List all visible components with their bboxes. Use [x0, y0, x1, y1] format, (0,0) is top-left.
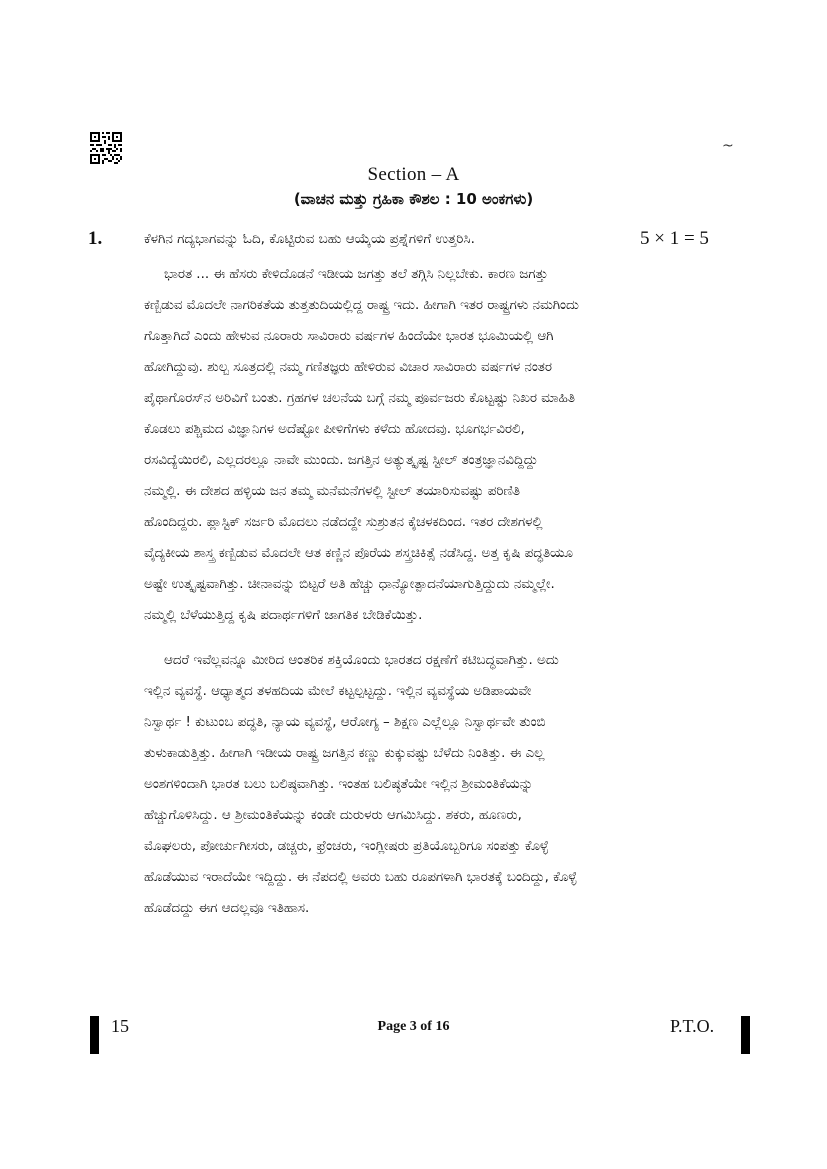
- passage-line: ಹೊಡೆಯುವ ಇರಾದೆಯೇ ಇದ್ದಿದ್ದು. ಈ ನೆಪದಲ್ಲಿ ಅವರು ಬಹು ರೂಪಗಳಾಗಿ ಭಾರತಕ್ಕೆ ಬಂದಿದ್ದು, ಕೊಳ್ಳೆ: [144, 870, 577, 885]
- passage-line: ಹೋಗಿದ್ದುವು. ಶುಲ್ಬ ಸೂತ್ರದಲ್ಲಿ ನಮ್ಮ ಗಣಿತಜ್ಞರು ಹೇಳಿರುವ ವಿಚಾರ ಸಾವಿರಾರು ವರ್ಷಗಳ ನಂತರ: [144, 360, 552, 375]
- passage-line: ನಮ್ಮಲ್ಲಿ. ಈ ದೇಶದ ಹಳ್ಳಿಯ ಜನ ತಮ್ಮ ಮನೆಮನೆಗಳಲ್ಲಿ ಸ್ಟೀಲ್ ತಯಾರಿಸುವಷ್ಟು ಪರಿಣಿತಿ: [144, 484, 520, 499]
- paper-code: 15: [111, 1016, 129, 1036]
- passage-line: ನಿಸ್ವಾರ್ಥ ! ಕುಟುಂಬ ಪದ್ಧತಿ, ನ್ಯಾಯ ವ್ಯವಸ್ಥೆ, ಆರೋಗ್ಯ – ಶಿಕ್ಷಣ ಎಲ್ಲೆಲ್ಲೂ ನಿಸ್ವಾರ್ಥವೇ ತುಂಬಿ: [144, 715, 546, 730]
- section-title: Section – A: [367, 164, 460, 185]
- paragraph-gap: [144, 631, 712, 645]
- question-number: 1.: [88, 228, 103, 249]
- passage-line: ಇಲ್ಲಿನ ವ್ಯವಸ್ಥೆ. ಆಧ್ಯಾತ್ಮದ ತಳಹದಿಯ ಮೇಲೆ ಕಟ್ಟಲ್ಪಟ್ಟದ್ದು. ಇಲ್ಲಿನ ವ್ಯವಸ್ಥೆಯ ಅಡಿಪಾಯವೇ: [144, 684, 532, 699]
- question-instruction: ಕೆಳಗಿನ ಗದ್ಯಭಾಗವನ್ನು ಓದಿ, ಕೊಟ್ಟಿರುವ ಬಹು ಆಯ್ಕೆಯ ಪ್ರಶ್ನೆಗಳಿಗೆ ಉತ್ತರಿಸಿ.: [144, 231, 475, 247]
- passage-line: ಕೊಡಲು ಪಶ್ಚಿಮದ ವಿಜ್ಞಾನಿಗಳ ಅದೆಷ್ಟೋ ಪೀಳಿಗೆಗಳು ಕಳೆದು ಹೋದವು. ಭೂಗರ್ಭವಿರಲಿ,: [144, 422, 525, 437]
- passage-line: ಹೊಡೆದದ್ದು ಈಗ ಆದಲ್ಲವೂ ಇತಿಹಾಸ.: [144, 901, 310, 916]
- page-number: Page 3 of 16: [377, 1019, 450, 1034]
- passage-line: ಹೆಚ್ಚುಗೊಳಿಸಿದ್ದು. ಆ ಶ್ರೀಮಂತಿಕೆಯನ್ನು ಕಂಡೇ ದುರುಳರು ಆಗಮಿಸಿದ್ದು. ಶಕರು, ಹೂಣರು,: [144, 808, 522, 823]
- passage-line: ಹೊಂದಿದ್ದರು. ಪ್ಲಾಸ್ಟಿಕ್ ಸರ್ಜರಿ ಮೊದಲು ನಡೆದದ್ದೇ ಸುಶ್ರುತನ ಕೈಚಳಕದಿಂದ. ಇತರ ದೇಶಗಳಲ್ಲಿ: [144, 515, 543, 530]
- passage-line: ಅಂಶಗಳಿಂದಾಗಿ ಭಾರತ ಬಲು ಬಲಿಷ್ಠವಾಗಿತ್ತು. ಇಂತಹ ಬಲಿಷ್ಠತೆಯೇ ಇಲ್ಲಿನ ಶ್ರೀಮಂತಿಕೆಯನ್ನು: [144, 777, 534, 792]
- qr-code-icon: [90, 132, 122, 164]
- section-subtitle: (ವಾಚನ ಮತ್ತು ಗ್ರಹಿಕಾ ಕೌಶಲ : 10 ಅಂಕಗಳು): [293, 190, 534, 208]
- passage-line: ರಸವಿದ್ಯೆಯಿರಲಿ, ಎಲ್ಲದರಲ್ಲೂ ನಾವೇ ಮುಂದು. ಜಗತ್ತಿನ ಅತ್ಯುತ್ಕೃಷ್ಟ ಸ್ಟೀಲ್ ತಂತ್ರಜ್ಞಾನವಿದ್ದಿದ್ದು: [144, 453, 538, 468]
- passage-line: ನಮ್ಮಲ್ಲಿ ಬೆಳೆಯುತ್ತಿದ್ದ ಕೃಷಿ ಪದಾರ್ಥಗಳಿಗೆ ಜಾಗತಿಕ ಬೇಡಿಕೆಯಿತ್ತು.: [144, 608, 423, 623]
- passage-line: ವೈದ್ಯಕೀಯ ಶಾಸ್ತ್ರ ಕಣ್ಬಿಡುವ ಮೊದಲೇ ಆತ ಕಣ್ಣಿನ ಪೊರೆಯ ಶಸ್ತ್ರಚಿಕಿತ್ಸೆ ನಡೆಸಿದ್ದ. ಅತ್ತ ಕೃಷಿ ಪದ್ಧತಿಯೂ: [144, 546, 573, 561]
- passage-line: ಪೈಥಾಗೊರಸ್‌ನ ಅರಿವಿಗೆ ಬಂತು. ಗ್ರಹಗಳ ಚಲನೆಯ ಬಗ್ಗೆ ನಮ್ಮ ಪೂರ್ವಜರು ಕೊಟ್ಟಷ್ಟು ನಿಖರ ಮಾಹಿತಿ: [144, 391, 575, 406]
- passage-line: ಭಾರತ ... ಈ ಹೆಸರು ಕೇಳಿದೊಡನೆ ಇಡೀಯ ಜಗತ್ತು ತಲೆ ತಗ್ಗಿಸಿ ನಿಲ್ಲಬೇಕು. ಕಾರಣ ಜಗತ್ತು: [164, 267, 549, 282]
- footer-right-bar: [741, 1016, 750, 1054]
- pto-label: P.T.O.: [670, 1016, 715, 1036]
- tilde-mark: ~: [722, 138, 734, 154]
- reading-passage: [144, 259, 712, 924]
- passage-line: ಕಣ್ಬಿಡುವ ಮೊದಲೇ ನಾಗರಿಕತೆಯ ತುತ್ತತುದಿಯಲ್ಲಿದ್ದ ರಾಷ್ಟ್ರ ಇದು. ಹೀಗಾಗಿ ಇತರ ರಾಷ್ಟ್ರಗಳು ನಮಗಿಂದು: [144, 298, 579, 313]
- passage-line: ಆದರೆ ಇವೆಲ್ಲವನ್ನೂ ಮೀರಿದ ಆಂತರಿಕ ಶಕ್ತಿಯೊಂದು ಭಾರತದ ರಕ್ಷಣೆಗೆ ಕಟಿಬದ್ಧವಾಗಿತ್ತು. ಅದು: [164, 653, 559, 668]
- passage-line: ತುಳುಕಾಡುತ್ತಿತ್ತು. ಹೀಗಾಗಿ ಇಡೀಯ ರಾಷ್ಟ್ರ ಜಗತ್ತಿನ ಕಣ್ಣು ಕುಕ್ಕುವಷ್ಟು ಬೆಳೆದು ನಿಂತಿತ್ತು. ಈ ಎಲ್ಲ: [144, 746, 545, 761]
- passage-line: ಗೊತ್ತಾಗಿದೆ ಎಂದು ಹೇಳುವ ನೂರಾರು ಸಾವಿರಾರು ವರ್ಷಗಳ ಹಿಂದೆಯೇ ಭಾರತ ಭೂಮಿಯಲ್ಲಿ ಆಗಿ: [144, 329, 554, 344]
- question-marks: 5 × 1 = 5: [640, 228, 709, 249]
- passage-line: ಅಷ್ಟೇ ಉತ್ಕೃಷ್ಟವಾಗಿತ್ತು. ಚೀನಾವನ್ನು ಬಿಟ್ಟರೆ ಅತಿ ಹೆಚ್ಚು ಧಾನ್ಯೋತ್ಪಾದನೆಯಾಗುತ್ತಿದ್ದುದು ನಮ್ಮಲ್ಲೇ.: [144, 577, 555, 592]
- passage-line: ಮೊಘಲರು, ಪೋರ್ಚುಗೀಸರು, ಡಚ್ಚರು, ಫ್ರೆಂಚರು, ಇಂಗ್ಲೀಷರು ಪ್ರತಿಯೊಬ್ಬರಿಗೂ ಸಂಪತ್ತು ಕೊಳ್ಳೆ: [144, 839, 549, 854]
